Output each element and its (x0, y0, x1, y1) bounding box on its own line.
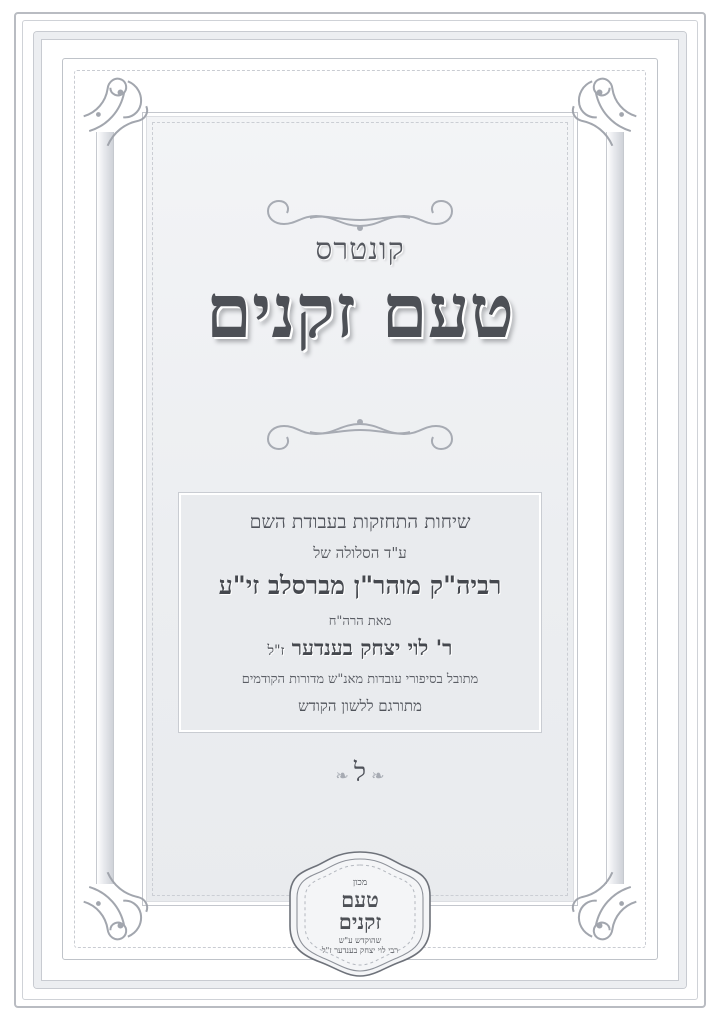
left-pillar-ornament (96, 132, 114, 884)
subtitle-line-1: שיחות התחזקות בעבודת השם (249, 511, 471, 533)
right-swirl-icon: ❧ (335, 766, 349, 785)
title-block (142, 232, 578, 354)
seal-text-block (274, 848, 446, 978)
subtitle-line-2: ע"ד הסלולה של (313, 544, 407, 562)
subtitle-line-7: מתורגם ללשון הקודש (298, 697, 422, 715)
seal-sub-line-2: רבי לוי יצחק בענדער ז"ל (321, 946, 399, 956)
subtitle-line-4: מאת הרה"ח (328, 614, 392, 629)
left-swirl-icon: ❧ (371, 766, 385, 785)
page-title: טעם זקנים (205, 269, 515, 355)
seal-sub-line-1: שהוקדש ע"ש (338, 936, 382, 946)
corner-flourish-icon (548, 74, 640, 166)
author-name-text: ר' לוי יצחק בענדער (291, 635, 453, 660)
volume-letter-mark (300, 758, 420, 788)
publisher-seal (274, 848, 446, 978)
subtitle-card (178, 492, 542, 733)
corner-flourish-icon (80, 852, 172, 944)
corner-flourish-icon (548, 852, 640, 944)
seal-name-line-2: זקנים (338, 909, 382, 934)
scroll-ornament-icon (215, 408, 505, 472)
kuntres-label: קונטרס (315, 232, 405, 267)
seal-institute-label: מכון (352, 877, 368, 888)
subtitle-line-6: מתובל בסיפורי עובדות מאנ"ש מדורות הקודמים (241, 672, 479, 687)
author-attribution-rebbe: רביה"ק מוהר"ן מברסלב זי"ע (218, 571, 502, 600)
author-name-suffix: ז"ל (267, 643, 285, 659)
author-name (193, 635, 527, 661)
seal-name-line-1: טעם (341, 886, 379, 912)
volume-letter: ל (353, 758, 367, 788)
corner-flourish-icon (80, 74, 172, 166)
right-pillar-ornament (606, 132, 624, 884)
